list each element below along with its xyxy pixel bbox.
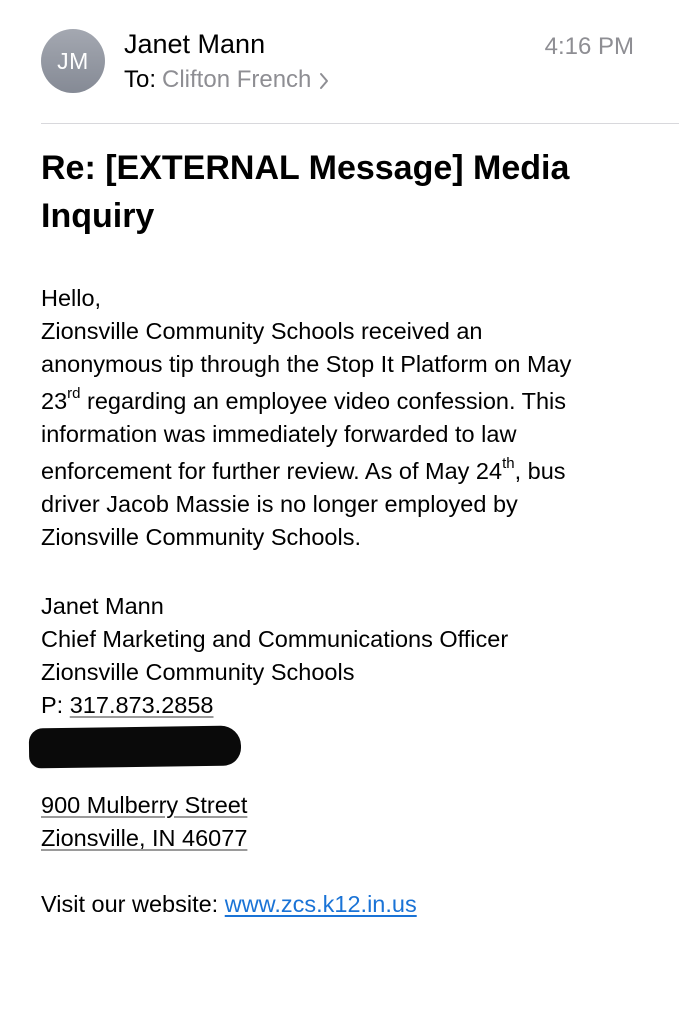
website-link[interactable]: www.zcs.k12.in.us xyxy=(224,891,417,917)
body-line: Zionsville Community Schools received an xyxy=(41,318,483,344)
message-subject: Re: [EXTERNAL Message] Media Inquiry xyxy=(41,149,570,235)
redaction-mark xyxy=(29,726,242,769)
signature-name: Janet Mann xyxy=(41,593,164,619)
phone-link[interactable]: 317.873.2858 xyxy=(69,692,214,718)
address-street[interactable]: 900 Mulberry Street xyxy=(41,792,248,818)
address-block xyxy=(41,789,661,855)
address-city[interactable]: Zionsville, IN 46077 xyxy=(41,825,248,851)
phone-label: P: xyxy=(41,692,70,718)
ordinal-suffix: th xyxy=(502,455,515,472)
message-body xyxy=(41,282,661,554)
signature-title: Chief Marketing and Communications Officer xyxy=(41,626,509,652)
sender-name[interactable]: Janet Mann xyxy=(124,29,266,59)
body-line: 23rd regarding an employee video confession. This xyxy=(41,385,567,414)
sender-avatar[interactable]: JM xyxy=(41,29,105,93)
message-header xyxy=(0,0,679,124)
body-line: Zionsville Community Schools. xyxy=(41,524,361,550)
signature-block xyxy=(41,590,661,722)
website-line xyxy=(41,888,661,921)
to-label: To: xyxy=(124,66,157,93)
body-line: enforcement for further review. As of May 24th, bus xyxy=(41,455,566,484)
body-line: driver Jacob Massie is no longer employed by xyxy=(41,491,518,517)
body-line: information was immediately forwarded to law xyxy=(41,421,517,447)
message-time: 4:16 PM xyxy=(544,33,634,60)
signature-phone xyxy=(41,689,661,722)
recipient-row[interactable] xyxy=(124,66,329,94)
body-line: anonymous tip through the Stop It Platform on May xyxy=(41,351,572,377)
ordinal-suffix: rd xyxy=(67,385,81,402)
website-label: Visit our website: xyxy=(41,891,225,917)
chevron-right-icon[interactable] xyxy=(319,72,329,90)
header-divider xyxy=(41,123,679,124)
greeting: Hello, xyxy=(41,285,102,311)
recipient-name[interactable]: Clifton French xyxy=(162,66,312,93)
signature-org: Zionsville Community Schools xyxy=(41,659,355,685)
